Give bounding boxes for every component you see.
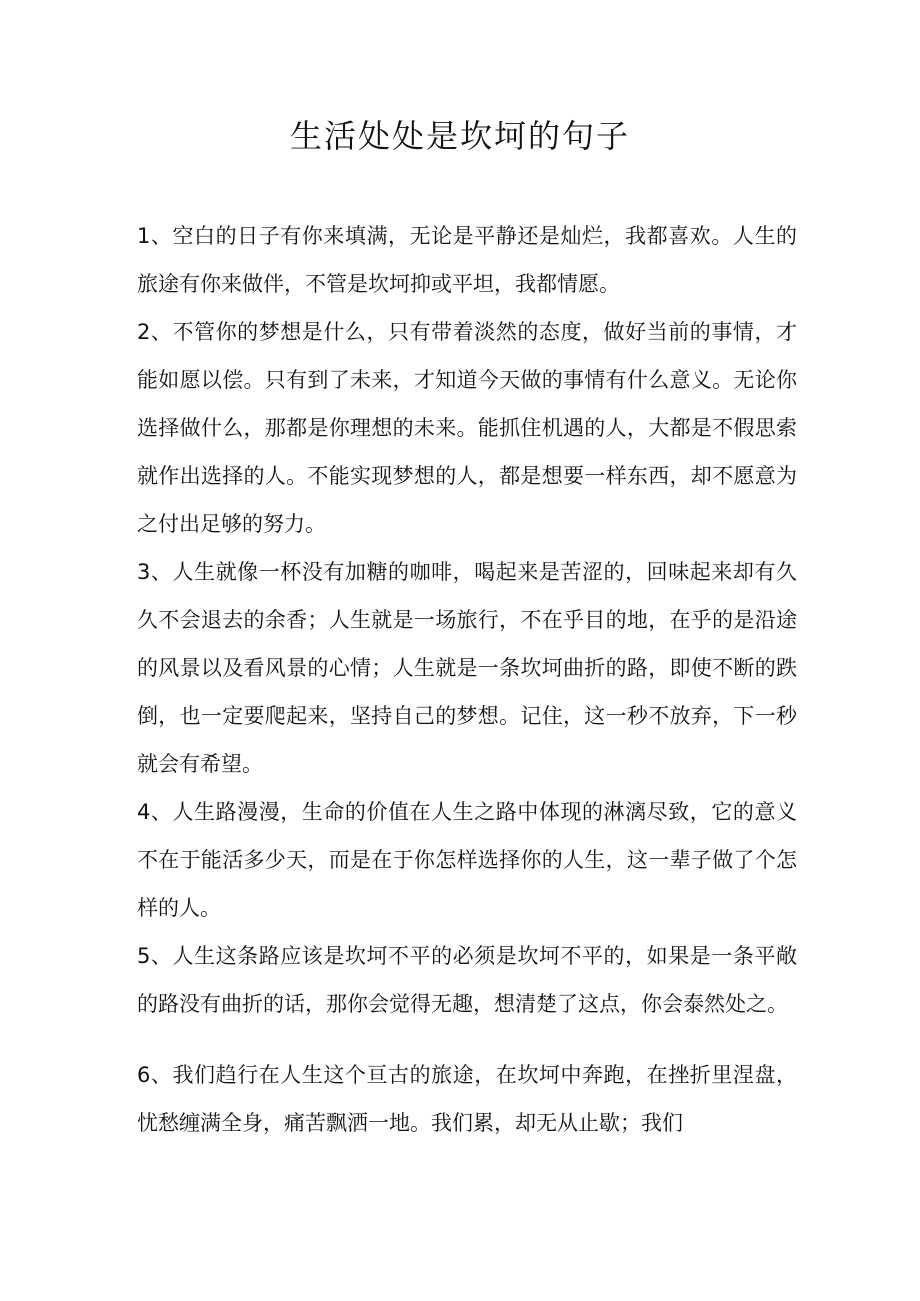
paragraph-1: 1、空白的日子有你来填满，无论是平静还是灿烂，我都喜欢。人生的旅途有你来做伴，不管是坎坷抑或平坦，我都情愿。 [137,224,797,296]
paragraph-5: 5、人生这条路应该是坎坷不平的必须是坎坷不平的，如果是一条平敞的路没有曲折的话，那你会觉得无趣，想清楚了这点，你会泰然处之。 [137,944,797,1016]
paragraph-3: 3、人生就像一杯没有加糖的咖啡，喝起来是苦涩的，回味起来却有久久不会退去的余香；人生就是一场旅行，不在乎目的地，在乎的是沿途的风景以及看风景的心情；人生就是一条坎坷曲折的路，即使不断的跌倒，也一定要爬起来，坚持自己的梦想。记住，这一秒不放弃，下一秒就会有希望。 [137,560,797,776]
paragraph-4: 4、人生路漫漫，生命的价值在人生之路中体现的淋漓尽致，它的意义不在于能活多少天，而是在于你怎样选择你的人生，这一辈子做了个怎样的人。 [137,800,797,920]
paragraph-2: 2、不管你的梦想是什么，只有带着淡然的态度，做好当前的事情，才能如愿以偿。只有到了未来，才知道今天做的事情有什么意义。无论你选择做什么，那都是你理想的未来。能抓住机遇的人，大都是不假思索就作出选择的人。不能实现梦想的人，都是想要一样东西，却不愿意为之付出足够的努力。 [137,320,797,536]
paragraph-6: 6、我们趋行在人生这个亘古的旅途，在坎坷中奔跑，在挫折里涅盘，忧愁缠满全身，痛苦飘洒一地。我们累，却无从止歇；我们 [137,1063,797,1135]
document-body [137,212,797,1147]
document-title: 生活处处是坎坷的句子 [289,117,630,155]
